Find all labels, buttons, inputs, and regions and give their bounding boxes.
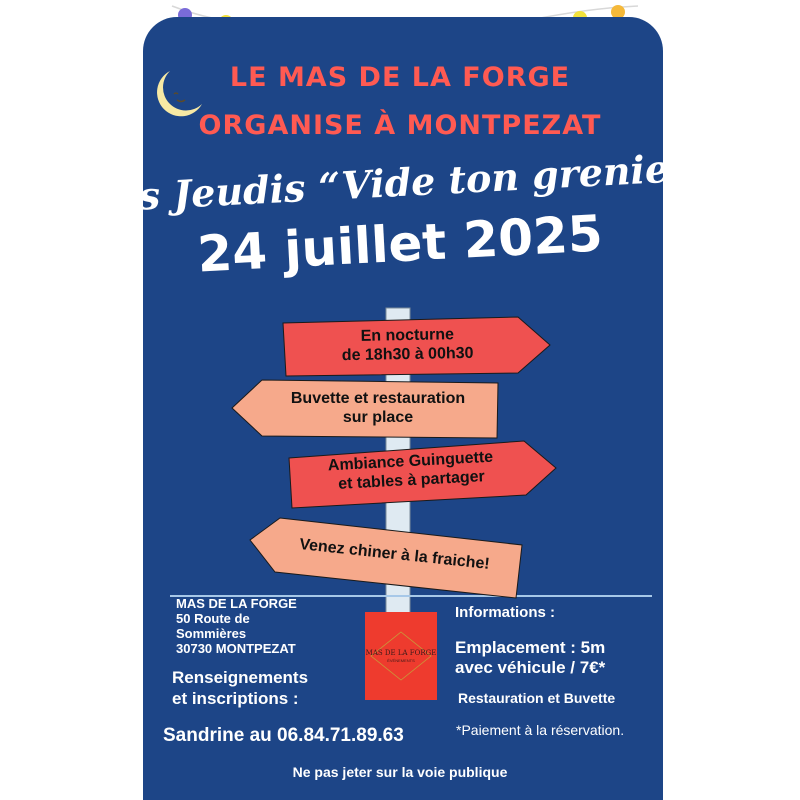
sign-1-text: En nocturne de 18h30 à 00h30 bbox=[341, 326, 474, 365]
organizer-title: LE MAS DE LA FORGE bbox=[229, 62, 571, 93]
info-payment-note: *Paiement à la réservation. bbox=[456, 722, 625, 738]
logo-text: MAS DE LA FORGE bbox=[365, 649, 437, 657]
contact-phone: Sandrine au 06.84.71.89.63 bbox=[163, 725, 404, 746]
sign-4-text: Venez chiner à la fraiche! bbox=[298, 536, 491, 573]
info-food: Restauration et Buvette bbox=[458, 690, 616, 706]
footer-notice: Ne pas jeter sur la voie publique bbox=[292, 764, 508, 780]
event-date: 24 juillet 2025 bbox=[195, 204, 605, 284]
logo-subtext: ÉVÉNEMENTS bbox=[387, 658, 415, 663]
info-heading: Informations : bbox=[455, 604, 555, 621]
logo bbox=[365, 612, 437, 700]
sign-3-text: Ambiance Guinguette et tables à partager bbox=[327, 448, 494, 493]
organizer-location: ORGANISE À MONTPEZAT bbox=[198, 110, 602, 141]
address-block: MAS DE LA FORGE 50 Route de Sommières 30730 MONTPEZAT bbox=[176, 596, 297, 656]
info-pitch: Emplacement : 5m avec véhicule / 7€* bbox=[455, 638, 606, 677]
contact-label: Renseignements et inscriptions : bbox=[172, 668, 309, 708]
sign-2-text: Buvette et restauration sur place bbox=[290, 390, 466, 426]
event-title: Les Jeudis “Vide ton grenier” bbox=[86, 143, 714, 222]
